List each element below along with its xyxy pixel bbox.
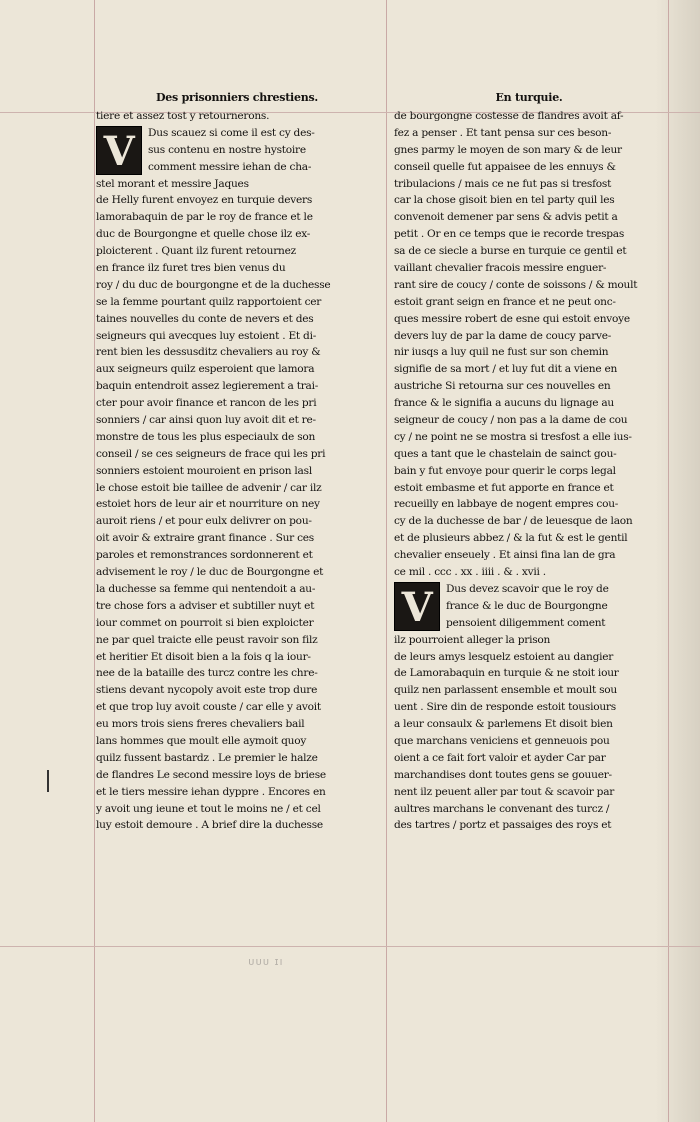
- text-line: oient a ce fait fort valoir et ayder Car par: [394, 751, 606, 764]
- text-line: aultres marchans le convenant des turcz /: [394, 802, 610, 815]
- text-line: ques messire robert de esne qui estoit envoye: [394, 312, 630, 325]
- text-line: eu mors trois siens freres chevaliers bail: [96, 718, 305, 731]
- text-line: conseil / se ces seigneurs de frace qui les pri: [96, 447, 326, 460]
- text-line: stel morant et messire Jaques: [96, 177, 249, 190]
- text-line: taines nouvelles du conte de nevers et des: [96, 312, 314, 325]
- text-line: et heritier Et disoit bien a la fois q la iour-: [96, 650, 311, 663]
- text-line: luy estoit demoure . A brief dire la duchesse: [96, 819, 323, 832]
- text-line: rant sire de coucy / conte de soissons / & moult: [394, 278, 638, 291]
- page-mark: ᴜᴜᴜ ɪı: [248, 955, 284, 968]
- text-line: fez a penser . Et tant pensa sur ces beson-: [394, 126, 612, 139]
- margin-rule: [386, 0, 387, 1122]
- text-line: austriche Si retourna sur ces nouvelles en: [394, 380, 611, 393]
- text-line: estoiet hors de leur air et nourriture on ney: [96, 498, 320, 511]
- text-line: conseil quelle fut appaisee de les ennuys &: [394, 160, 616, 173]
- text-line: seigneurs qui avecques luy estoient . Et di-: [96, 329, 317, 342]
- text-line: france & le signifia a aucuns du lignage au: [394, 397, 615, 410]
- text-line: car la chose gisoit bien en tel party quil les: [394, 194, 615, 207]
- text-line: convenoit demener par sens & advis petit a: [394, 211, 618, 224]
- text-line: tre chose fors a adviser et subtiller nuyt et: [96, 599, 315, 612]
- text-line: bain y fut envoye pour querir le corps legal: [394, 464, 616, 477]
- left-column: [96, 88, 378, 834]
- decorated-initial: V: [394, 582, 440, 631]
- text-line: sa de ce siecle a burse en turquie ce gentil et: [394, 245, 627, 258]
- text-line: tiere et assez tost y retournerons.: [96, 110, 270, 122]
- text-line: auroit riens / et pour eulx delivrer on pou-: [96, 515, 312, 528]
- text-line: en france ilz furet tres bien venus du: [96, 262, 286, 275]
- text-line: sonniers estoient mouroient en prison lasl: [96, 464, 312, 477]
- text-line: seigneur de coucy / non pas a la dame de cou: [394, 414, 628, 427]
- text-line: ques a tant que le chastelain de sainct gou-: [394, 447, 617, 460]
- text-line: quilz fussent bastardz . Le premier le halze: [96, 751, 318, 764]
- margin-rule: [0, 946, 700, 947]
- text-line: de flandres Le second messire loys de briese: [96, 768, 326, 781]
- running-head-left: Des prisonniers chrestiens.: [156, 91, 318, 104]
- text-line: nir iusqs a luy quil ne fust sur son chemin: [394, 346, 609, 359]
- text-line: oit avoir & extraire grant finance . Sur ces: [96, 532, 314, 545]
- text-line: nent ilz peuent aller par tout & scavoir par: [394, 785, 615, 798]
- decorated-initial: V: [96, 126, 142, 175]
- text-line: uent . Sire din de responde estoit tousiours: [394, 701, 616, 714]
- text-line: lans hommes que moult elle aymoit quoy: [96, 734, 307, 747]
- running-head-right: En turquie.: [495, 91, 563, 104]
- text-line: cter pour avoir finance et rancon de les pri: [96, 397, 317, 410]
- text-line: duc de Bourgongne et quelle chose ilz ex-: [96, 228, 311, 241]
- text-line: la duchesse sa femme qui nentendoit a au-: [96, 582, 316, 595]
- text-line: Dus devez scavoir que le roy de: [446, 582, 609, 595]
- text-line: vaillant chevalier fracois messire enguer-: [394, 262, 607, 275]
- text-line: a leur consaulx & parlemens Et disoit bien: [394, 718, 613, 731]
- text-line: comment messire iehan de cha-: [148, 160, 312, 173]
- text-line: et le tiers messire iehan dyppre . Encores en: [96, 785, 326, 798]
- text-line: se la femme pourtant quilz rapportoient cer: [96, 295, 322, 308]
- text-line: estoit grant seign en france et ne peut onc-: [394, 295, 616, 308]
- text-line: marchandises dont toutes gens se gouuer-: [394, 768, 612, 781]
- text-line: cy de la duchesse de bar / de leuesque de laon: [394, 515, 633, 528]
- text-line: france & le duc de Bourgongne: [446, 599, 608, 612]
- text-line: pensoient diligemment coment: [446, 616, 606, 629]
- text-line: sus contenu en nostre hystoire: [148, 143, 306, 156]
- text-line: des tartres / portz et passaiges des roys et: [394, 819, 612, 832]
- text-line: estoit embasme et fut apporte en france et: [394, 481, 614, 494]
- text-line: y avoit ung ieune et tout le moins ne / et cel: [96, 802, 321, 815]
- text-line: petit . Or en ce temps que ie recorde trespas: [394, 228, 625, 241]
- text-line: stiens devant nycopoly avoit este trop dure: [96, 684, 318, 697]
- text-line: signifie de sa mort / et luy fut dit a viene en: [394, 363, 618, 376]
- text-line: lamorabaquin de par le roy de france et le: [96, 211, 313, 224]
- text-line: roy / du duc de bourgongne et de la duchesse: [96, 278, 331, 291]
- text-line: paroles et remonstrances sordonnerent et: [96, 549, 313, 562]
- initial-block: [96, 125, 378, 193]
- text-line: de leurs amys lesquelz estoient au dangier: [394, 650, 614, 663]
- text-line: Dus scauez si come il est cy des-: [148, 126, 315, 139]
- text-line: nee de la bataille des turcz contre les chre-: [96, 667, 318, 680]
- text-line: ilz pourroient alleger la prison: [394, 633, 551, 646]
- margin-mark: [47, 770, 49, 792]
- text-line: iour commet on pourroit si bien exploicter: [96, 616, 314, 629]
- right-column: [394, 88, 664, 834]
- text-line: et que trop luy avoit couste / car elle y avoit: [96, 701, 321, 714]
- text-line: quilz nen parlassent ensemble et moult sou: [394, 684, 618, 697]
- text-line: ce mil . ccc . xx . iiii . & . xvii .: [394, 566, 546, 579]
- text-line: tribulacions / mais ce ne fut pas si tresfost: [394, 177, 612, 190]
- text-line: que marchans veniciens et genneuois pou: [394, 734, 610, 747]
- initial-block: [394, 581, 664, 649]
- text-line: gnes parmy le moyen de son mary & de leur: [394, 143, 622, 156]
- text-line: cy / ne point ne se mostra si tresfost a elle ius-: [394, 430, 632, 443]
- margin-rule: [668, 0, 669, 1122]
- text-line: devers luy de par la dame de coucy parve-: [394, 329, 612, 342]
- text-line: ne par quel traicte elle peust ravoir son filz: [96, 633, 318, 646]
- text-line: rent bien les dessusditz chevaliers au roy &: [96, 346, 321, 359]
- text-line: le chose estoit bie taillee de advenir / car ilz: [96, 481, 322, 494]
- text-line: sonniers / car ainsi quon luy avoit dit et re-: [96, 414, 316, 427]
- text-line: de Lamorabaquin en turquie & ne stoit iour: [394, 667, 619, 680]
- text-line: de Helly furent envoyez en turquie devers: [96, 194, 313, 207]
- text-line: recueilly en labbaye de nogent empres cou-: [394, 498, 619, 511]
- text-line: monstre de tous les plus especiaulx de son: [96, 430, 316, 443]
- text-line: ploicterent . Quant ilz furent retournez: [96, 245, 296, 258]
- text-line: aux seigneurs quilz esperoient que lamora: [96, 363, 315, 376]
- text-line: baquin entendroit assez legierement a trai-: [96, 380, 319, 393]
- text-line: et de plusieurs abbez / & la fut & est le gentil: [394, 532, 628, 545]
- text-line: de bourgongne costesse de flandres avoit af-: [394, 110, 624, 122]
- text-line: advisement le roy / le duc de Bourgongne et: [96, 566, 324, 579]
- text-line: chevalier enseuely . Et ainsi fina lan de gra: [394, 549, 616, 562]
- margin-rule: [94, 0, 95, 1122]
